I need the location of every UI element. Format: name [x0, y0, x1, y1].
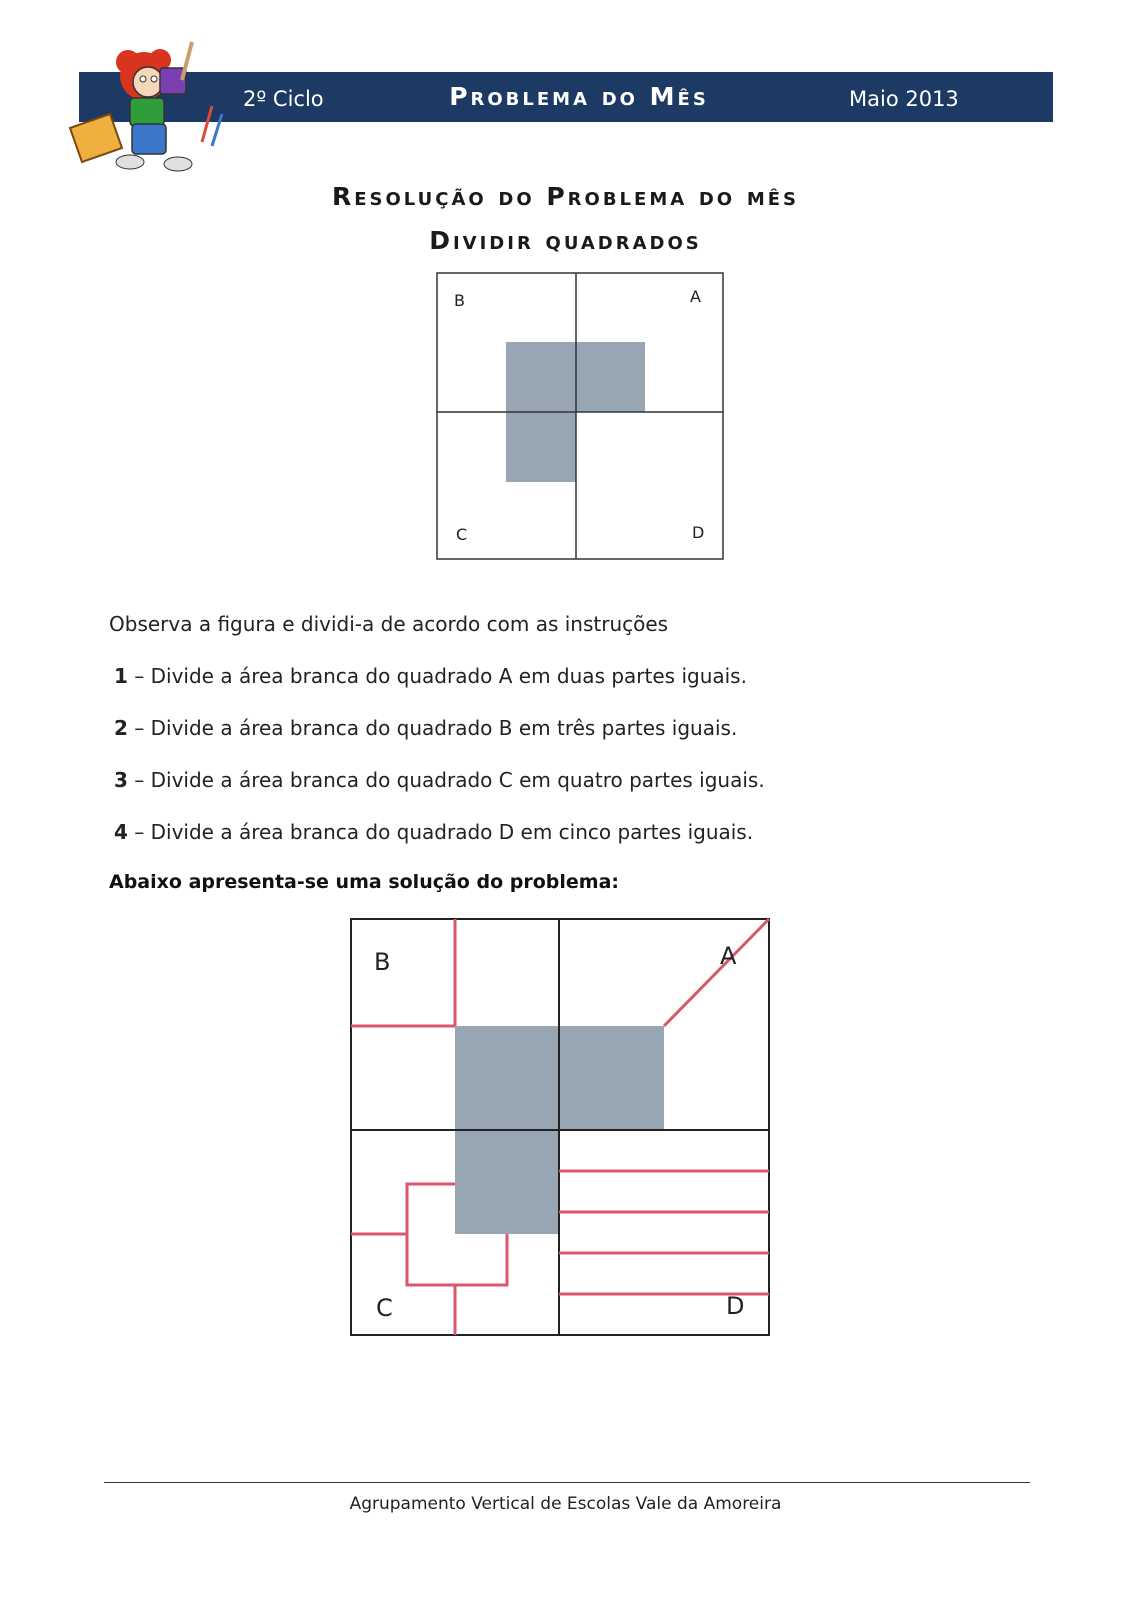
cycle-label: 2º Ciclo: [243, 87, 324, 111]
footer-text: Agrupamento Vertical de Escolas Vale da Amoreira: [349, 1494, 782, 1514]
instruction-number: 2: [114, 716, 128, 740]
footer-divider: [104, 1482, 1030, 1483]
instruction-text: – Divide a área branca do quadrado D em cinco partes iguais.: [127, 820, 754, 844]
solution-figure: [350, 918, 790, 1356]
instruction-item: [114, 768, 765, 792]
instruction-number: 4: [114, 820, 128, 844]
date-label: Maio 2013: [849, 87, 959, 111]
student-mascot-icon: [62, 36, 232, 176]
instruction-number: 3: [114, 768, 128, 792]
instruction-item: [114, 664, 747, 688]
intro-text: Observa a figura e dividi-a de acordo com as instruções: [109, 612, 669, 636]
square-d-label: D: [726, 1292, 745, 1320]
page-title: Resolução do Problema do mês: [332, 182, 799, 211]
shaded-region: [506, 412, 576, 482]
square-a-label: A: [690, 287, 701, 306]
banner-title: Problema do Mês: [449, 82, 709, 111]
square-b-label: B: [454, 291, 465, 310]
square-c-label: C: [456, 525, 468, 544]
instruction-text: – Divide a área branca do quadrado C em quatro partes iguais.: [127, 768, 765, 792]
square-b-label: B: [374, 948, 391, 976]
square-a-label: A: [720, 942, 737, 970]
solution-heading: Abaixo apresenta-se uma solução do problema:: [109, 871, 619, 893]
instruction-text: – Divide a área branca do quadrado B em três partes iguais.: [127, 716, 738, 740]
shaded-region: [455, 1130, 559, 1234]
instruction-item: [114, 820, 753, 844]
instruction-number: 1: [114, 664, 128, 688]
cut-line-a: [664, 919, 769, 1026]
instruction-item: [114, 716, 737, 740]
square-c-label: C: [376, 1294, 393, 1322]
square-d-label: D: [692, 523, 705, 542]
problem-subtitle: Dividir quadrados: [429, 226, 702, 255]
instruction-text: – Divide a área branca do quadrado A em duas partes iguais.: [127, 664, 747, 688]
problem-figure: [436, 272, 726, 562]
